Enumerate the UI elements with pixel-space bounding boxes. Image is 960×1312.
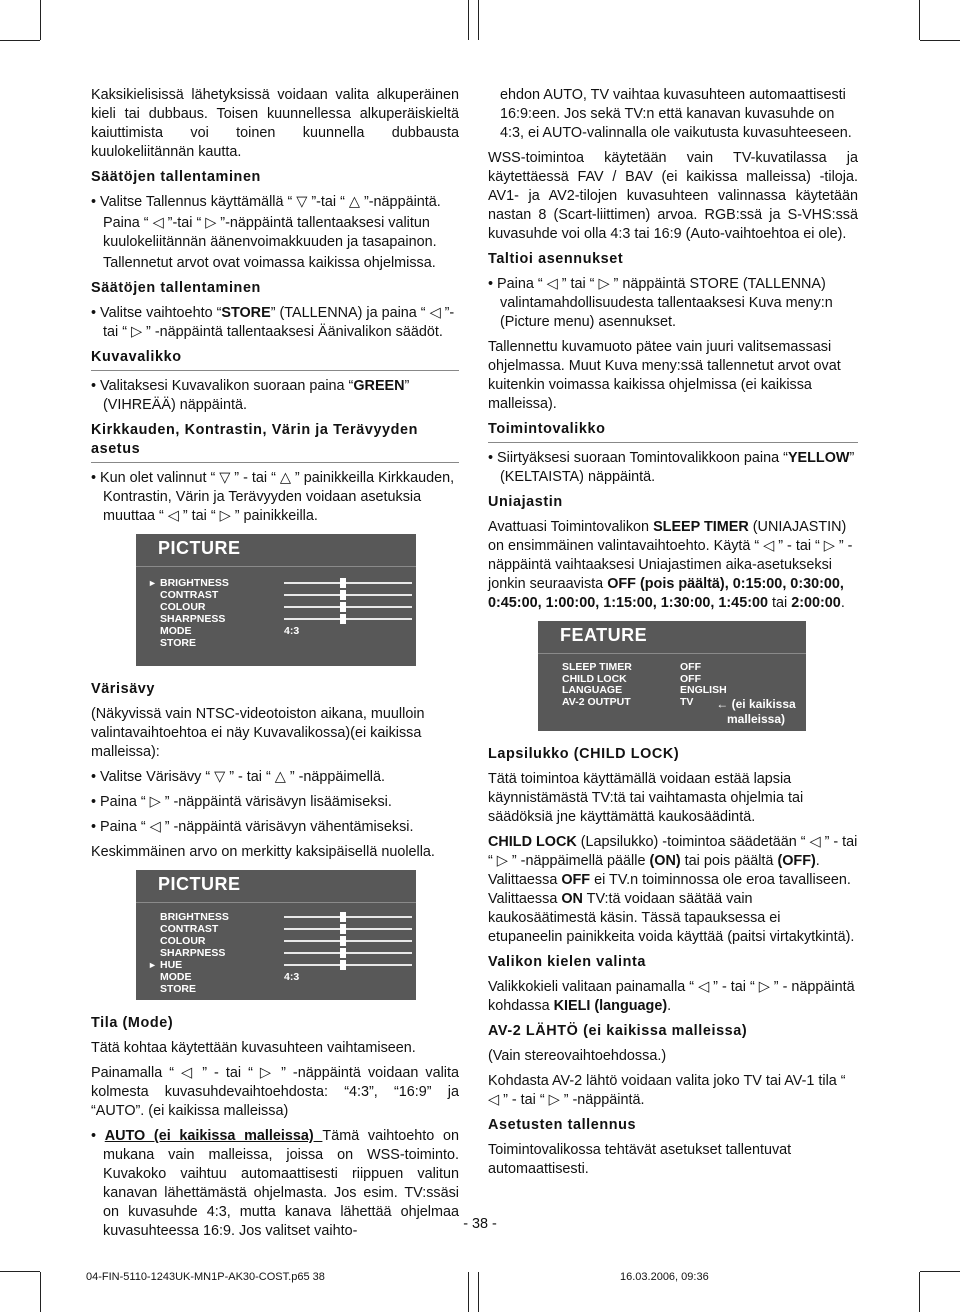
slider-knob[interactable]	[340, 602, 346, 612]
menu-row-sharpness[interactable]	[136, 947, 416, 959]
bullet	[488, 449, 858, 487]
paragraph: Paina “ ◁ ”-tai “ ▷ ”-näppäintä tallentaaksesi valitun kuulokeliitännän äänenvoimakkuuden ja tasapainon.	[103, 215, 437, 250]
paragraph: Tätä kohtaa käytettään kuvasuhteen vaihtamiseen.	[91, 1040, 416, 1056]
paragraph: Painamalla “ ◁ ” - tai “ ▷ ” -näppäintä voidaan valita kolmesta kuvasuhdevaihtoehdosta: “4:3”, “16:9” ja “AUTO”. (ei kaikissa malleissa)	[91, 1065, 459, 1119]
heading-uniajastin: Uniajastin	[488, 494, 563, 510]
menu-row-store[interactable]	[136, 983, 416, 995]
menu-value: TV	[680, 695, 694, 708]
sleep-timer-keyword: SLEEP TIMER	[653, 519, 749, 535]
text: . Valittaessa	[488, 853, 820, 888]
menu-row-brightness[interactable]	[136, 911, 416, 923]
menu-row-hue[interactable]	[136, 959, 416, 971]
paragraph: Kaksikielisissä lähetyksissä voidaan valita alkuperäinen kieli tai dubbaus. Toisen kuunnellessa alkuperäiskieltä kaiuttimista voi toinen kuunnella dubbausta kuulokeliitännän kautta.	[91, 87, 459, 160]
heading-valikon-kielen-valinta: Valikon kielen valinta	[488, 954, 646, 970]
page-number: - 38 -	[463, 1216, 497, 1232]
text: • Siirtyäksesi suoraan Tomintovalikkoon paina “	[488, 450, 788, 466]
slider-knob[interactable]	[340, 924, 346, 934]
menu-row-contrast[interactable]	[136, 923, 416, 935]
menu-label: SLEEP TIMER	[562, 661, 632, 673]
menu-value: OFF	[680, 661, 701, 673]
feature-note: ← (ei kaikissa malleissa)	[716, 696, 796, 726]
text: (UNIAJASTIN) on ensimmäinen valintavaihtoehto. Käytä “ ◁ ” - tai “ ▷ ” -näppäintä vaihtaaksesi Uniajastimen aika-asetukseksi jonkin seuraavista	[488, 519, 853, 592]
menu-value: OFF	[680, 672, 701, 685]
heading-asetusten-tallennus: Asetusten tallennus	[488, 1117, 637, 1133]
selector-icon: ►	[148, 960, 157, 970]
slider[interactable]	[284, 606, 412, 608]
menu-label: STORE	[160, 637, 196, 649]
off-keyword: OFF	[561, 872, 591, 888]
text: .	[840, 595, 845, 611]
text: ” (VIHREÄÄ) näppäintä.	[103, 378, 410, 413]
slider-knob[interactable]	[340, 590, 346, 600]
language-keyword: KIELI (language)	[553, 998, 668, 1014]
text: tai	[768, 595, 792, 611]
menu-label: MODE	[160, 971, 192, 983]
slider[interactable]	[284, 916, 412, 918]
heading-lapsilukko: Lapsilukko (CHILD LOCK)	[488, 746, 680, 762]
yellow-keyword: YELLOW	[787, 450, 850, 466]
paragraph: Keskimmäinen arvo on merkitty kaksipäisellä nuolella.	[91, 844, 435, 860]
menu-label: AV-2 OUTPUT	[562, 695, 631, 708]
menu-title: FEATURE	[538, 621, 806, 654]
crop-mark	[468, 1272, 469, 1312]
feature-menu	[538, 621, 806, 731]
menu-label: COLOUR	[160, 601, 206, 613]
bullet: • Paina “ ▷ ” -näppäintä värisävyn lisäämiseksi.	[91, 794, 392, 810]
menu-label: STORE	[160, 983, 196, 995]
heading-kirkkauden-asetus: Kirkkauden, Kontrastin, Värin ja Terävyyden asetus	[91, 421, 459, 463]
menu-row-contrast[interactable]	[136, 589, 416, 601]
double-arrow-marker[interactable]	[340, 960, 346, 970]
paragraph: Kohdasta AV-2 lähtö voidaan valita joko TV tai AV-1 tila “ ◁ ” - tai “ ▷ ” -näppäintä.	[488, 1073, 846, 1108]
left-column	[91, 86, 459, 1247]
picture-menu-1	[136, 534, 416, 666]
text: • Valitse vaihtoehto “	[91, 305, 222, 321]
note-text: (ei kaikissa malleissa)	[726, 696, 796, 726]
on-keyword: (ON)	[649, 853, 681, 869]
crop-mark	[478, 1272, 479, 1312]
slider[interactable]	[284, 928, 412, 930]
heading-saatojen-tallentaminen: Säätöjen tallentaminen	[91, 169, 261, 185]
slider-knob[interactable]	[340, 614, 346, 624]
menu-label: HUE	[160, 959, 183, 971]
paragraph: ehdon AUTO, TV vaihtaa kuvasuhteen automaattisesti 16:9:een. Jos sekä TV:n että kanavan kuvasuhde on 4:3, ei AUTO-valinnalla ole vaikutusta kuvasuhteeseen.	[500, 87, 852, 141]
slider[interactable]	[284, 582, 412, 584]
paragraph: (Näkyvissä vain NTSC-videotoiston aikana, muulloin valintavaihtoehtoa ei näy Kuvavalikossa)(ei kaikissa malleissa):	[91, 706, 425, 760]
paragraph	[488, 518, 858, 613]
crop-mark	[919, 0, 920, 40]
footer-timestamp: 16.03.2006, 09:36	[620, 1271, 709, 1283]
paragraph: Tallennetut arvot ovat voimassa kaikissa ohjelmissa.	[103, 255, 436, 271]
paragraph: Tallennettu kuvamuoto pätee vain juuri valitsemassasi ohjelmassa. Muut Kuva meny:ssä tallennetut arvot ovat kuitenkin voimassa kaikissa ohjelmissa (ei kaikissa malleissa).	[488, 339, 841, 412]
menu-label: SHARPNESS	[160, 947, 226, 959]
menu-row-colour[interactable]	[136, 935, 416, 947]
heading-saatojen-tallentaminen-2: Säätöjen tallentaminen	[91, 280, 261, 296]
paragraph	[488, 978, 858, 1016]
crop-mark	[919, 1272, 920, 1312]
bullet	[91, 377, 459, 415]
menu-label: BRIGHTNESS	[160, 911, 229, 923]
off-keyword: (OFF)	[777, 853, 816, 869]
slider[interactable]	[284, 964, 412, 966]
menu-row-mode[interactable]	[136, 625, 416, 637]
right-column	[488, 86, 858, 1185]
heading-taltioi-asennukset: Taltioi asennukset	[488, 251, 624, 267]
slider[interactable]	[284, 952, 412, 954]
heading-varisavy: Värisävy	[91, 681, 156, 697]
slider[interactable]	[284, 618, 412, 620]
text: Tämä vaihtoehto on mukana vain malleissa, joissa on WSS-toiminto. Kuvakoko vaihtuu automaattisesti riippuen valitun kanavan lähettämästä ohjelmasta. Jos esim. TV:ssäsi on kuvasuhde 4:3, mutta kanava lähettää ohjelmaa kuvasuhteessa 16:9. Jos valitset vaihto-	[103, 1128, 459, 1239]
crop-mark	[0, 1271, 40, 1272]
crop-mark	[0, 40, 40, 41]
auto-keyword: AUTO (ei kaikissa malleissa)	[104, 1128, 323, 1144]
footer-filename: 04-FIN-5110-1243UK-MN1P-AK30-COST.p65 38	[86, 1271, 325, 1283]
menu-row-language[interactable]	[538, 685, 806, 697]
paragraph: Toimintovalikossa tehtävät asetukset tallentuvat automaattisesti.	[488, 1142, 792, 1177]
heading-toimintovalikko: Toimintovalikko	[488, 420, 858, 443]
text: Avattuasi Toimintovalikon	[488, 519, 654, 535]
child-lock-keyword: CHILD LOCK	[488, 834, 577, 850]
slider-knob[interactable]	[340, 948, 346, 958]
text: ” (TALLENNA) ja paina “ ◁ ”-tai “ ▷ ” -näppäintä tallentaaksesi Äänivalikon säädöt.	[103, 305, 455, 340]
heading-tila-mode: Tila (Mode)	[91, 1015, 174, 1031]
menu-label: CHILD LOCK	[562, 672, 627, 685]
menu-row-av2-output[interactable]	[538, 695, 806, 726]
text: .	[667, 998, 672, 1014]
slider-knob[interactable]	[340, 936, 346, 946]
menu-row-mode[interactable]	[136, 971, 416, 983]
crop-mark	[468, 0, 469, 40]
slider[interactable]	[284, 940, 412, 942]
mode-value: 4:3	[284, 971, 300, 983]
menu-title: PICTURE	[136, 534, 416, 567]
text: TV:tä voidaan säätää vain kaukosäätimestä käsin. Tässä tapauksessa ei etupaneelin painikkeita voida käyttää (paitsi virtakytkintä).	[488, 891, 855, 945]
text: (Lapsilukko) -toimintoa säädetään “ ◁ ” - tai “ ▷ ” -näppäimellä päälle	[488, 834, 858, 869]
text: ei TV.n toiminnossa ole eroa tavalliseen. Valittaessa	[488, 872, 851, 907]
paragraph	[488, 833, 858, 947]
crop-mark	[40, 1272, 41, 1312]
paragraph: (Vain stereovaihtoehdossa.)	[488, 1048, 667, 1064]
text: Valikkokieli valitaan painamalla “ ◁ ” - tai “ ▷ ” - näppäintä kohdassa	[488, 979, 855, 1014]
crop-mark	[920, 40, 960, 41]
menu-row-brightness[interactable]	[136, 577, 416, 589]
store-keyword: STORE	[221, 305, 271, 321]
picture-menu-2	[136, 870, 416, 1000]
menu-value: ENGLISH	[680, 684, 727, 696]
menu-row-sleep-timer[interactable]	[538, 662, 806, 674]
menu-label: LANGUAGE	[562, 684, 623, 696]
slider[interactable]	[284, 594, 412, 596]
green-keyword: GREEN	[353, 378, 405, 394]
menu-row-store[interactable]	[136, 637, 416, 649]
crop-mark	[40, 0, 41, 40]
mode-value: 4:3	[284, 625, 300, 637]
crop-mark	[478, 0, 479, 40]
timer-max: 2:00:00	[791, 595, 841, 611]
text: • Valitaksesi Kuvavalikon suoraan paina “	[91, 378, 354, 394]
menu-title: PICTURE	[136, 870, 416, 903]
crop-mark	[920, 1271, 960, 1272]
menu-row-sharpness[interactable]	[136, 613, 416, 625]
bullet: • Paina “ ◁ ” tai “ ▷ ” näppäintä STORE (TALLENNA) valintamahdollisuudesta tallentaaksesi Kuva meny:n (Picture menu) asennukset.	[488, 276, 833, 330]
selector-icon: ►	[148, 578, 157, 588]
bullet: • Kun olet valinnut “ ▽ ” - tai “ △ ” painikkeilla Kirkkauden, Kontrastin, Värin ja Terävyyden voidaan asetuksia muuttaa “ ◁ ” tai “ ▷ ” painikkeilla.	[91, 470, 455, 524]
on-keyword: ON	[561, 891, 583, 907]
bullet: • Paina “ ◁ ” -näppäintä värisävyn vähentämiseksi.	[91, 819, 414, 835]
menu-label: SHARPNESS	[160, 613, 226, 625]
heading-kuvavalikko: Kuvavalikko	[91, 348, 459, 371]
heading-av2-lahto: AV-2 LÄHTÖ (ei kaikissa malleissa)	[488, 1023, 748, 1039]
bullet	[91, 304, 459, 342]
bullet: • Valitse Värisävy “ ▽ ” - tai “ △ ” -näppäimellä.	[91, 769, 386, 785]
text: •	[91, 1128, 105, 1144]
menu-label: MODE	[160, 625, 192, 637]
text: ” (KELTAISTA) näppäintä.	[500, 450, 855, 485]
slider-knob[interactable]	[340, 912, 346, 922]
menu-label: BRIGHTNESS	[160, 577, 229, 589]
timer-values: OFF (pois päältä), 0:15:00, 0:30:00, 0:45:00, 1:00:00, 1:15:00, 1:30:00, 1:45:00	[488, 576, 844, 611]
menu-label: COLOUR	[160, 935, 206, 947]
text: tai pois päältä	[680, 853, 778, 869]
paragraph: Tätä toimintoa käyttämällä voidaan estää lapsia käynnistämästä TV:tä tai vaihtamasta ohjelmia tai säädöksiä jne käyttämättä kaukosäädintä.	[488, 771, 804, 825]
paragraph: WSS-toimintoa käytetään vain TV-kuvatilassa ja käytettäessä FAV / BAV (ei kaikissa malleissa) -tiloja. AV1- ja AV2-tilojen kuvasuhteen valinnassa käytetään nastan 8 (Scart-liittimen) arvoa. RGB:ssä ja S-VHS:ssä kuvasuhde voi olla 4:3 tai 16:9 (Auto-vaihtoehtoa ei ole).	[488, 150, 858, 242]
bullet: • Valitse Tallennus käyttämällä “ ▽ ”-tai “ △ ”-näppäintä.	[91, 194, 441, 210]
menu-row-colour[interactable]	[136, 601, 416, 613]
slider-knob[interactable]	[340, 578, 346, 588]
menu-label: CONTRAST	[160, 589, 219, 601]
menu-label: CONTRAST	[160, 923, 219, 935]
